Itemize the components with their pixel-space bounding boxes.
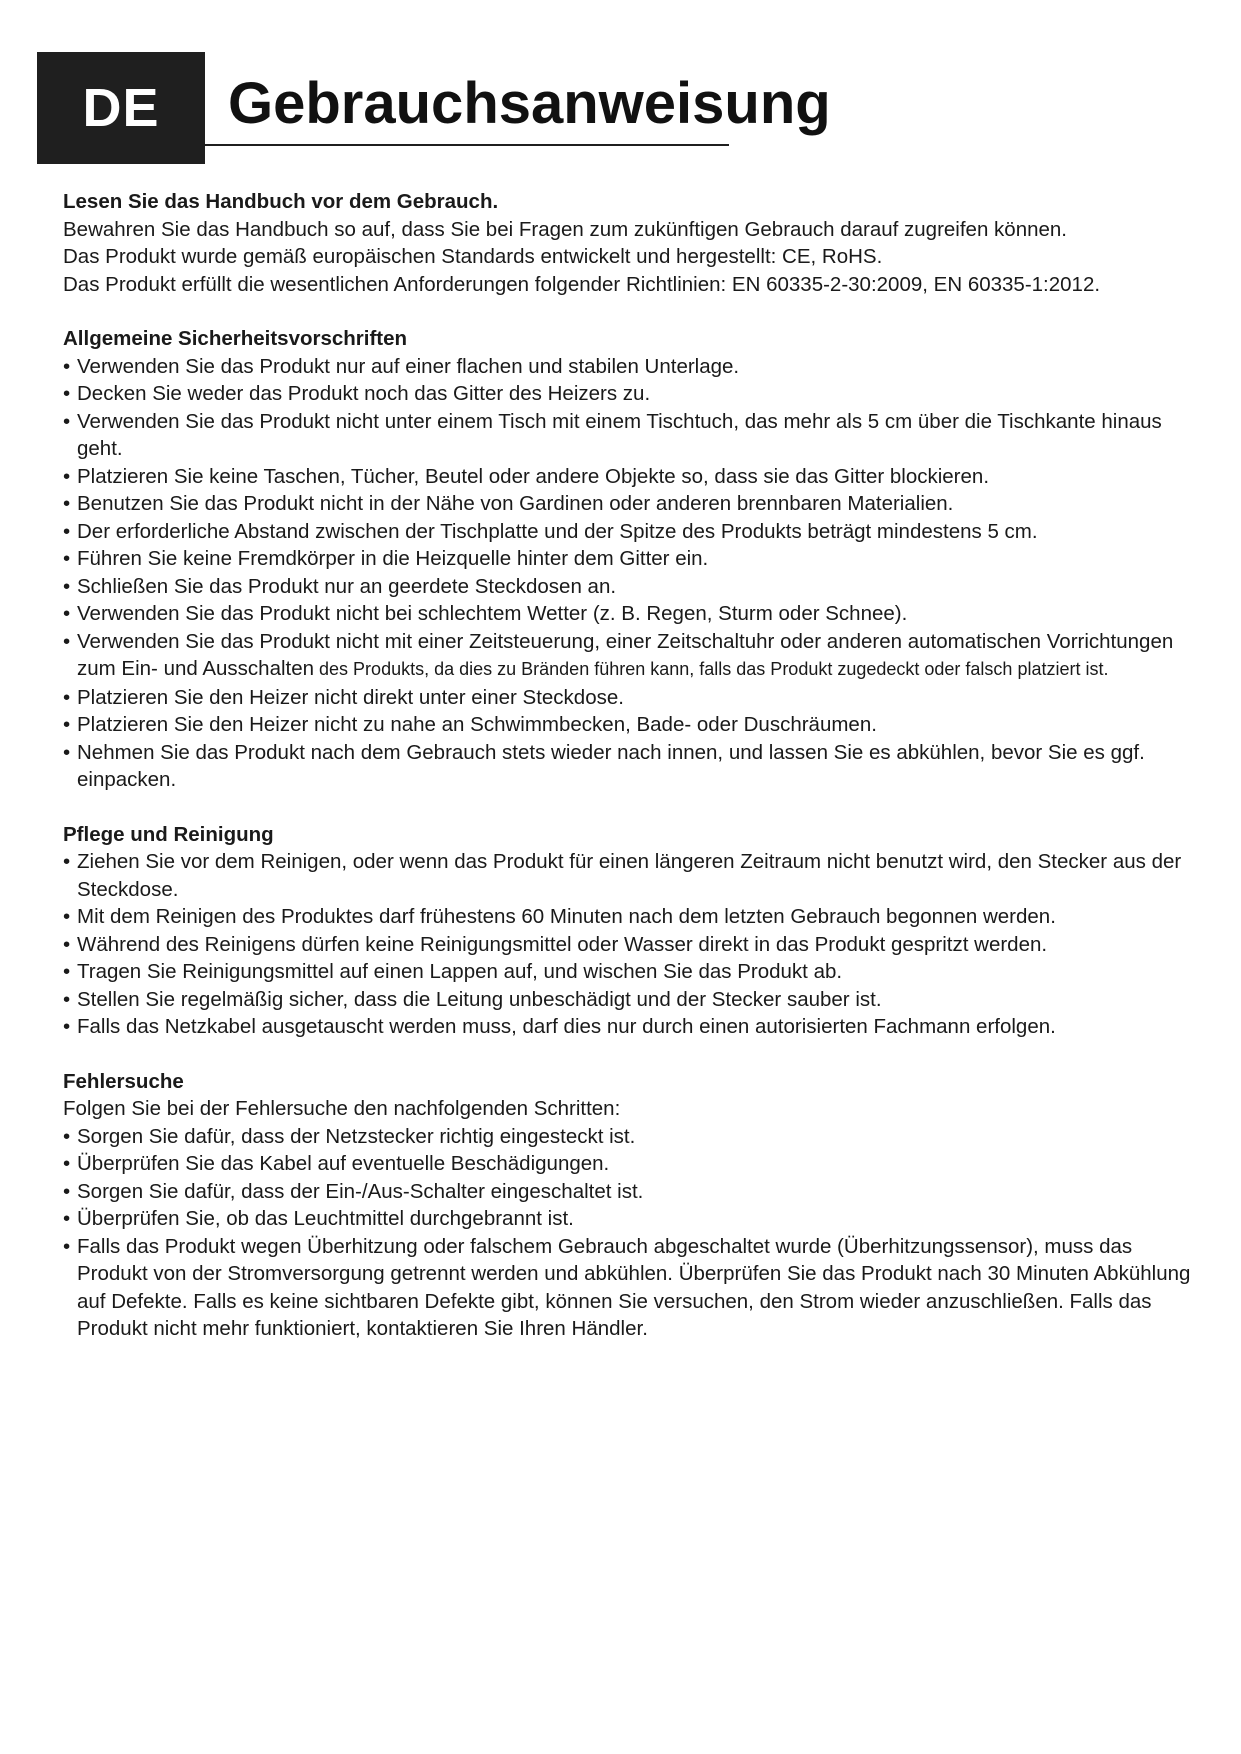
safety-list xyxy=(63,353,1193,794)
care-list xyxy=(63,848,1193,1041)
list-item: • Platzieren Sie den Heizer nicht direkt unter einer Steckdose. xyxy=(63,684,1193,712)
list-item: • Decken Sie weder das Produkt noch das Gitter des Heizers zu. xyxy=(63,380,1193,408)
title-underline xyxy=(205,144,729,146)
list-item: • Sorgen Sie dafür, dass der Ein-/Aus-Schalter eingeschaltet ist. xyxy=(63,1178,1193,1206)
list-item: • Verwenden Sie das Produkt nicht unter einem Tisch mit einem Tischtuch, das mehr als 5 cm über die Tischkante hinaus geht. xyxy=(63,408,1193,463)
safety-heading: Allgemeine Sicherheitsvorschriften xyxy=(63,327,408,350)
document-header xyxy=(37,52,1037,164)
list-item: • Überprüfen Sie das Kabel auf eventuelle Beschädigungen. xyxy=(63,1150,1193,1178)
troubleshooting-section xyxy=(63,1068,1193,1343)
troubleshooting-list xyxy=(63,1123,1193,1343)
list-item: • Der erforderliche Abstand zwischen der Tischplatte und der Spitze des Produkts beträgt mindestens 5 cm. xyxy=(63,518,1193,546)
list-item: • Falls das Netzkabel ausgetauscht werden muss, darf dies nur durch einen autorisierten Fachmann erfolgen. xyxy=(63,1013,1137,1041)
list-item: • Schließen Sie das Produkt nur an geerdete Steckdosen an. xyxy=(63,573,1193,601)
list-item: • Benutzen Sie das Produkt nicht in der Nähe von Gardinen oder anderen brennbaren Materialien. xyxy=(63,490,1193,518)
list-item xyxy=(63,628,1193,684)
list-item: • Führen Sie keine Fremdkörper in die Heizquelle hinter dem Gitter ein. xyxy=(63,545,1193,573)
page-title: Gebrauchsanweisung xyxy=(228,71,831,136)
list-item: • Platzieren Sie den Heizer nicht zu nahe an Schwimmbecken, Bade- oder Duschräumen. xyxy=(63,711,1193,739)
care-heading: Pflege und Reinigung xyxy=(63,822,274,846)
list-item-continuation: des Produkts, da dies zu Bränden führen kann, falls das Produkt zugedeckt oder falsch platziert ist. xyxy=(314,659,1109,679)
list-item: • Während des Reinigens dürfen keine Reinigungsmittel oder Wasser direkt in das Produkt gespritzt werden. xyxy=(63,931,1137,959)
list-item: • Verwenden Sie das Produkt nur auf einer flachen und stabilen Unterlage. xyxy=(63,353,1193,381)
safety-section xyxy=(63,325,1193,794)
intro-heading: Lesen Sie das Handbuch vor dem Gebrauch. xyxy=(63,190,499,213)
intro-section xyxy=(63,188,1193,298)
list-item-text: Verwenden Sie das Produkt nicht mit einer Zeitsteuerung, einer Zeitschaltuhr oder anderen automatischen Vorrichtungen zum Ein- und Ausschalten xyxy=(77,629,1174,680)
list-item: • Stellen Sie regelmäßig sicher, dass die Leitung unbeschädigt und der Stecker sauber ist. xyxy=(63,986,1193,1014)
intro-paragraph: Das Produkt erfüllt die wesentlichen Anforderungen folgender Richtlinien: EN 60335-2-30:2009, EN 60335-1:2012. xyxy=(63,272,1101,296)
list-item: • Ziehen Sie vor dem Reinigen, oder wenn das Produkt für einen längeren Zeitraum nicht benutzt wird, den Stecker aus der Steckdose. xyxy=(63,848,1193,903)
list-item: • Nehmen Sie das Produkt nach dem Gebrauch stets wieder nach innen, und lassen Sie es abkühlen, bevor Sie es ggf. einpacken. xyxy=(63,739,1193,794)
list-item: • Falls das Produkt wegen Überhitzung oder falschem Gebrauch abgeschaltet wurde (Überhitzungssensor), muss das Produkt von der Stromversorgung getrennt werden und abkühlen. Überprüfen Sie das Produkt nach 30 Minuten Abkühlung auf Defekte. Falls es keine sichtbaren Defekte gibt, können Sie versuchen, den Strom wieder anzuschließen. Falls das Produkt nicht mehr funktioniert, kontaktieren Sie Ihren Händler. xyxy=(63,1233,1193,1343)
language-badge: DE xyxy=(37,52,205,164)
list-item: • Tragen Sie Reinigungsmittel auf einen Lappen auf, und wischen Sie das Produkt ab. xyxy=(63,958,1193,986)
troubleshooting-heading: Fehlersuche xyxy=(63,1069,184,1093)
troubleshooting-intro: Folgen Sie bei der Fehlersuche den nachfolgenden Schritten: xyxy=(63,1097,621,1120)
care-section xyxy=(63,821,1193,1041)
list-item: • Mit dem Reinigen des Produktes darf frühestens 60 Minuten nach dem letzten Gebrauch begonnen werden. xyxy=(63,903,1137,931)
intro-paragraph: Bewahren Sie das Handbuch so auf, dass Sie bei Fragen zum zukünftigen Gebrauch darauf zugreifen können. Das Produkt wurde gemäß europäischen Standards entwickelt und hergestellt: CE, RoHS. xyxy=(63,217,1067,268)
document-body xyxy=(63,188,1193,1370)
list-item: • Sorgen Sie dafür, dass der Netzstecker richtig eingesteckt ist. xyxy=(63,1123,1193,1151)
list-item: • Überprüfen Sie, ob das Leuchtmittel durchgebrannt ist. xyxy=(63,1205,1193,1233)
list-item: • Platzieren Sie keine Taschen, Tücher, Beutel oder andere Objekte so, dass sie das Gitter blockieren. xyxy=(63,463,1193,491)
list-item: • Verwenden Sie das Produkt nicht bei schlechtem Wetter (z. B. Regen, Sturm oder Schnee). xyxy=(63,600,1193,628)
